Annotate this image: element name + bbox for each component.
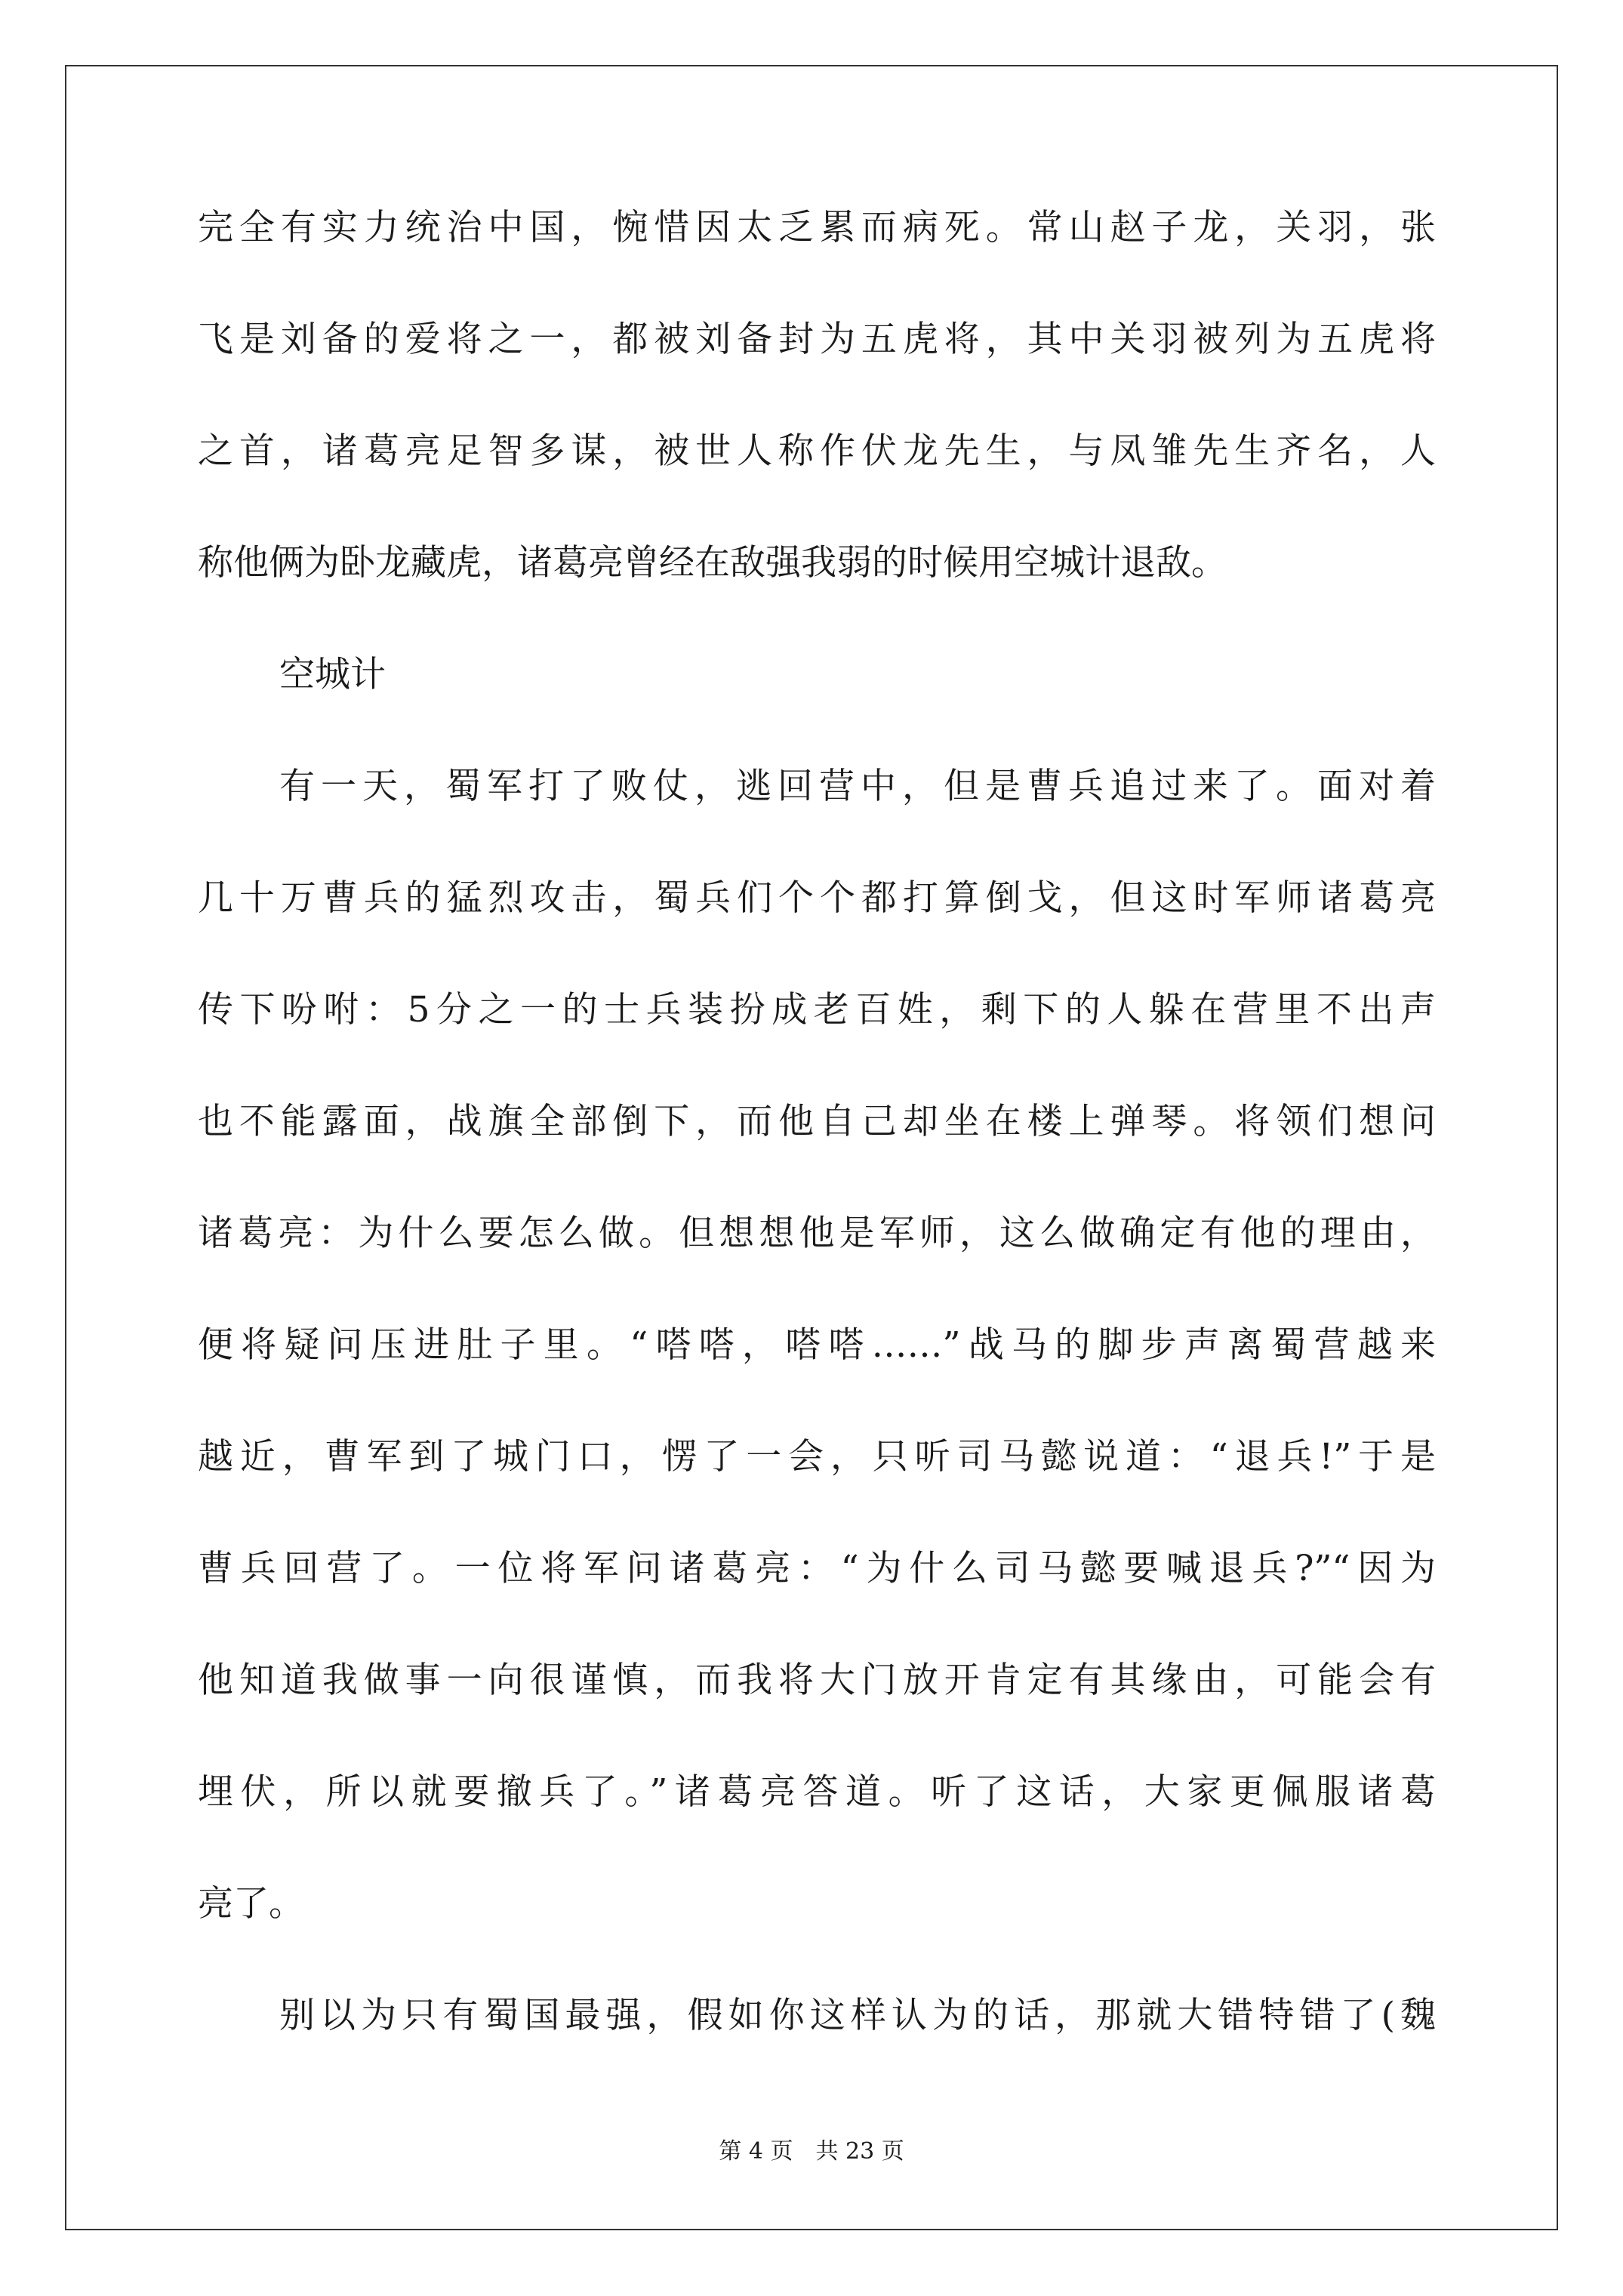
text-line: 有一天，蜀军打了败仗，逃回营中，但是曹兵追过来了。面对着 xyxy=(279,766,1436,807)
text-line: 诸葛亮：为什么要怎么做。但想想他是军师，这么做确定有他的理由， xyxy=(198,1213,1436,1254)
text-line: 亮了。 xyxy=(198,1883,304,1925)
text-line: 称他俩为卧龙藏虎，诸葛亮曾经在敌强我弱的时候用空城计退敌。 xyxy=(198,542,1227,584)
text-line: 别以为只有蜀国最强，假如你这样认为的话，那就大错特错了(魏 xyxy=(279,1995,1436,2036)
section-heading: 空城计 xyxy=(279,654,386,695)
text-line: 埋伏，所以就要撤兵了。”诸葛亮答道。听了这话，大家更佩服诸葛 xyxy=(198,1771,1436,1813)
page-number: 第 4 页 共 23 页 xyxy=(719,2138,904,2165)
text-line: 也不能露面，战旗全部倒下，而他自己却坐在楼上弹琴。将领们想问 xyxy=(198,1101,1436,1142)
text-line: 便将疑问压进肚子里。“嗒嗒，嗒嗒……”战马的脚步声离蜀营越来 xyxy=(198,1324,1436,1366)
text-line: 完全有实力统治中国，惋惜因太乏累而病死。常山赵子龙，关羽，张 xyxy=(198,207,1436,248)
text-line: 几十万曹兵的猛烈攻击，蜀兵们个个都打算倒戈，但这时军师诸葛亮 xyxy=(198,877,1436,919)
text-line: 曹兵回营了。一位将军问诸葛亮：“为什么司马懿要喊退兵?”“因为 xyxy=(198,1548,1436,1589)
text-line: 传下吩咐：5分之一的士兵装扮成老百姓，剩下的人躲在营里不出声 xyxy=(198,989,1436,1031)
text-line: 之首，诸葛亮足智多谋，被世人称作伏龙先生，与凤雏先生齐名，人 xyxy=(198,430,1436,472)
text-line: 越近，曹军到了城门口，愣了一会，只听司马懿说道：“退兵!”于是 xyxy=(198,1436,1436,1478)
text-line: 飞是刘备的爱将之一，都被刘备封为五虎将，其中关羽被列为五虎将 xyxy=(198,319,1436,360)
text-line: 他知道我做事一向很谨慎，而我将大门放开肯定有其缘由，可能会有 xyxy=(198,1660,1436,1701)
